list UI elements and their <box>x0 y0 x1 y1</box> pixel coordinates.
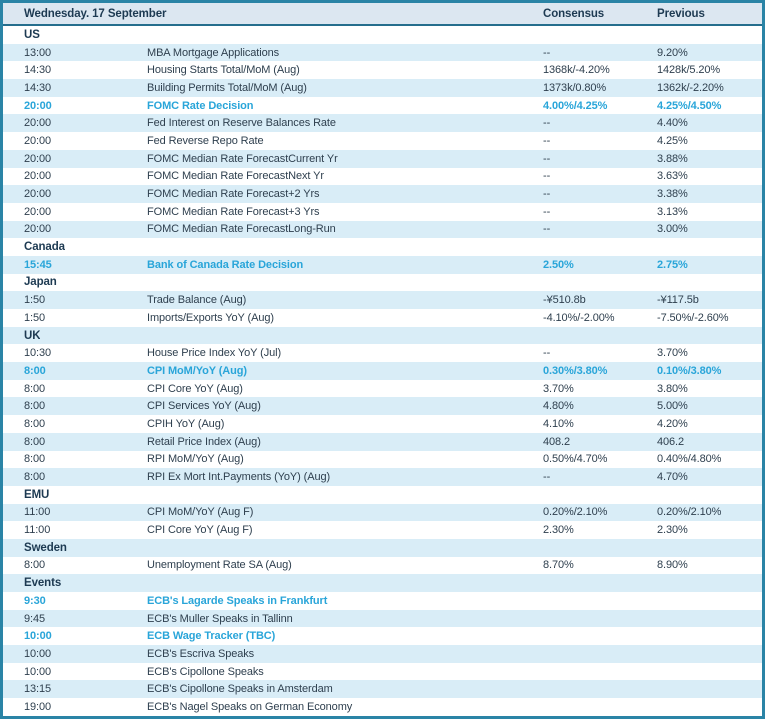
event-row <box>3 291 762 309</box>
event-row <box>3 680 762 698</box>
previous-cell: 1362k/-2.20% <box>657 81 724 94</box>
previous-cell: 3.80% <box>657 382 688 395</box>
event-cell: Trade Balance (Aug) <box>147 294 247 307</box>
section-label: EMU <box>24 488 50 501</box>
section-label: Japan <box>24 276 57 289</box>
time-cell: 10:00 <box>24 665 52 678</box>
previous-cell: 0.40%/4.80% <box>657 453 722 466</box>
time-cell: 8:00 <box>24 364 46 377</box>
time-cell: 13:00 <box>24 46 52 59</box>
time-cell: 20:00 <box>24 117 52 130</box>
event-cell: Fed Reverse Repo Rate <box>147 134 264 147</box>
event-row <box>3 468 762 486</box>
time-cell: 9:45 <box>24 612 46 625</box>
table-body <box>3 26 762 716</box>
previous-cell: -¥117.5b <box>657 294 699 307</box>
consensus-cell: -4.10%/-2.00% <box>543 311 615 324</box>
previous-column-header: Previous <box>657 7 705 20</box>
event-cell: RPI MoM/YoY (Aug) <box>147 453 244 466</box>
previous-cell: 4.20% <box>657 417 688 430</box>
event-cell: Unemployment Rate SA (Aug) <box>147 559 292 572</box>
time-cell: 20:00 <box>24 134 52 147</box>
event-cell: CPI Services YoY (Aug) <box>147 400 261 413</box>
consensus-cell: 0.30%/3.80% <box>543 364 608 377</box>
event-cell: FOMC Median Rate ForecastCurrent Yr <box>147 152 338 165</box>
time-cell: 8:00 <box>24 417 46 430</box>
event-row <box>3 698 762 716</box>
event-cell: ECB's Nagel Speaks on German Economy <box>147 700 353 713</box>
event-cell: FOMC Median Rate ForecastLong-Run <box>147 223 336 236</box>
previous-cell: 8.90% <box>657 559 688 572</box>
date-title: Wednesday. 17 September <box>24 7 167 20</box>
event-row <box>3 592 762 610</box>
section-label: Canada <box>24 241 65 254</box>
previous-cell: 3.63% <box>657 170 688 183</box>
section-row-canada <box>3 238 762 256</box>
time-cell: 20:00 <box>24 188 52 201</box>
previous-cell: 0.10%/3.80% <box>657 364 722 377</box>
event-row <box>3 61 762 79</box>
previous-cell: -7.50%/-2.60% <box>657 311 729 324</box>
event-row <box>3 256 762 274</box>
time-cell: 8:00 <box>24 435 46 448</box>
time-cell: 20:00 <box>24 152 52 165</box>
time-cell: 8:00 <box>24 559 46 572</box>
consensus-cell: -- <box>543 170 551 183</box>
event-cell: CPI MoM/YoY (Aug) <box>147 364 247 377</box>
consensus-cell: 4.00%/4.25% <box>543 99 608 112</box>
section-label: Events <box>24 577 62 590</box>
event-cell: FOMC Rate Decision <box>147 99 254 112</box>
event-cell: CPIH YoY (Aug) <box>147 417 225 430</box>
consensus-cell: -- <box>543 152 551 165</box>
previous-cell: 3.38% <box>657 188 688 201</box>
previous-cell: 3.70% <box>657 347 688 360</box>
previous-cell: 3.88% <box>657 152 688 165</box>
previous-cell: 4.70% <box>657 471 688 484</box>
event-row <box>3 132 762 150</box>
consensus-cell: -- <box>543 223 551 236</box>
event-row <box>3 645 762 663</box>
event-row <box>3 362 762 380</box>
event-cell: CPI Core YoY (Aug) <box>147 382 243 395</box>
consensus-cell: 4.80% <box>543 400 574 413</box>
previous-cell: 406.2 <box>657 435 685 448</box>
time-cell: 10:30 <box>24 347 52 360</box>
time-cell: 14:30 <box>24 64 52 77</box>
event-cell: Retail Price Index (Aug) <box>147 435 261 448</box>
consensus-cell: 8.70% <box>543 559 574 572</box>
event-cell: Fed Interest on Reserve Balances Rate <box>147 117 336 130</box>
time-cell: 20:00 <box>24 170 52 183</box>
event-cell: Imports/Exports YoY (Aug) <box>147 311 274 324</box>
event-row <box>3 397 762 415</box>
time-cell: 19:00 <box>24 700 52 713</box>
event-cell: ECB's Cipollone Speaks <box>147 665 264 678</box>
time-cell: 20:00 <box>24 205 52 218</box>
time-cell: 1:50 <box>24 311 46 324</box>
event-cell: FOMC Median Rate ForecastNext Yr <box>147 170 324 183</box>
time-cell: 8:00 <box>24 453 46 466</box>
previous-cell: 3.13% <box>657 205 688 218</box>
previous-cell: 3.00% <box>657 223 688 236</box>
section-row-emu <box>3 486 762 504</box>
event-row <box>3 433 762 451</box>
event-row <box>3 504 762 522</box>
previous-cell: 1428k/5.20% <box>657 64 721 77</box>
consensus-cell: 2.30% <box>543 524 574 537</box>
event-cell: House Price Index YoY (Jul) <box>147 347 282 360</box>
consensus-cell: 1368k/-4.20% <box>543 64 610 77</box>
event-row <box>3 663 762 681</box>
consensus-cell: -- <box>543 471 551 484</box>
event-cell: MBA Mortgage Applications <box>147 46 280 59</box>
previous-cell: 2.30% <box>657 524 688 537</box>
consensus-cell: -- <box>543 347 551 360</box>
section-label: UK <box>24 329 41 342</box>
consensus-cell: -- <box>543 46 551 59</box>
event-row <box>3 150 762 168</box>
consensus-cell: 0.50%/4.70% <box>543 453 608 466</box>
event-row <box>3 79 762 97</box>
previous-cell: 9.20% <box>657 46 688 59</box>
event-cell: ECB Wage Tracker (TBC) <box>147 630 276 643</box>
consensus-cell: 2.50% <box>543 258 574 271</box>
event-cell: Housing Starts Total/MoM (Aug) <box>147 64 300 77</box>
event-row <box>3 97 762 115</box>
event-cell: CPI MoM/YoY (Aug F) <box>147 506 254 519</box>
event-cell: ECB's Muller Speaks in Tallinn <box>147 612 293 625</box>
consensus-cell: 0.20%/2.10% <box>543 506 608 519</box>
event-row <box>3 451 762 469</box>
event-cell: Bank of Canada Rate Decision <box>147 258 304 271</box>
previous-cell: 2.75% <box>657 258 688 271</box>
section-label: US <box>24 28 40 41</box>
previous-cell: 5.00% <box>657 400 688 413</box>
table-header <box>3 3 762 26</box>
event-row <box>3 203 762 221</box>
previous-cell: 4.40% <box>657 117 688 130</box>
time-cell: 20:00 <box>24 99 52 112</box>
previous-cell: 4.25%/4.50% <box>657 99 722 112</box>
section-row-japan <box>3 274 762 292</box>
consensus-cell: 4.10% <box>543 417 574 430</box>
time-cell: 13:15 <box>24 683 52 696</box>
event-row <box>3 415 762 433</box>
time-cell: 15:45 <box>24 258 52 271</box>
event-row <box>3 521 762 539</box>
consensus-cell: 3.70% <box>543 382 574 395</box>
consensus-column-header: Consensus <box>543 7 605 20</box>
time-cell: 8:00 <box>24 382 46 395</box>
event-cell: ECB's Lagarde Speaks in Frankfurt <box>147 594 328 607</box>
event-cell: Building Permits Total/MoM (Aug) <box>147 81 307 94</box>
event-row <box>3 221 762 239</box>
event-row <box>3 185 762 203</box>
section-row-sweden <box>3 539 762 557</box>
consensus-cell: -- <box>543 188 551 201</box>
consensus-cell: 408.2 <box>543 435 571 448</box>
event-row <box>3 44 762 62</box>
time-cell: 11:00 <box>24 524 51 537</box>
section-row-events <box>3 574 762 592</box>
time-cell: 10:00 <box>24 630 52 643</box>
time-cell: 11:00 <box>24 506 51 519</box>
time-cell: 8:00 <box>24 471 46 484</box>
event-cell: FOMC Median Rate Forecast+3 Yrs <box>147 205 320 218</box>
previous-cell: 4.25% <box>657 134 688 147</box>
time-cell: 20:00 <box>24 223 52 236</box>
event-cell: ECB's Cipollone Speaks in Amsterdam <box>147 683 333 696</box>
event-row <box>3 627 762 645</box>
consensus-cell: -- <box>543 205 551 218</box>
section-label: Sweden <box>24 541 67 554</box>
consensus-cell: -- <box>543 117 551 130</box>
consensus-cell: -¥510.8b <box>543 294 586 307</box>
event-row <box>3 168 762 186</box>
event-row <box>3 114 762 132</box>
event-row <box>3 344 762 362</box>
event-row <box>3 380 762 398</box>
event-row <box>3 557 762 575</box>
time-cell: 9:30 <box>24 594 46 607</box>
event-cell: CPI Core YoY (Aug F) <box>147 524 253 537</box>
event-row <box>3 309 762 327</box>
consensus-cell: -- <box>543 134 551 147</box>
time-cell: 10:00 <box>24 647 52 660</box>
previous-cell: 0.20%/2.10% <box>657 506 722 519</box>
event-cell: FOMC Median Rate Forecast+2 Yrs <box>147 188 320 201</box>
section-row-uk <box>3 327 762 345</box>
section-row-us <box>3 26 762 44</box>
consensus-cell: 1373k/0.80% <box>543 81 607 94</box>
event-row <box>3 610 762 628</box>
time-cell: 8:00 <box>24 400 46 413</box>
event-cell: RPI Ex Mort Int.Payments (YoY) (Aug) <box>147 471 331 484</box>
time-cell: 14:30 <box>24 81 52 94</box>
time-cell: 1:50 <box>24 294 46 307</box>
event-cell: ECB's Escriva Speaks <box>147 647 255 660</box>
